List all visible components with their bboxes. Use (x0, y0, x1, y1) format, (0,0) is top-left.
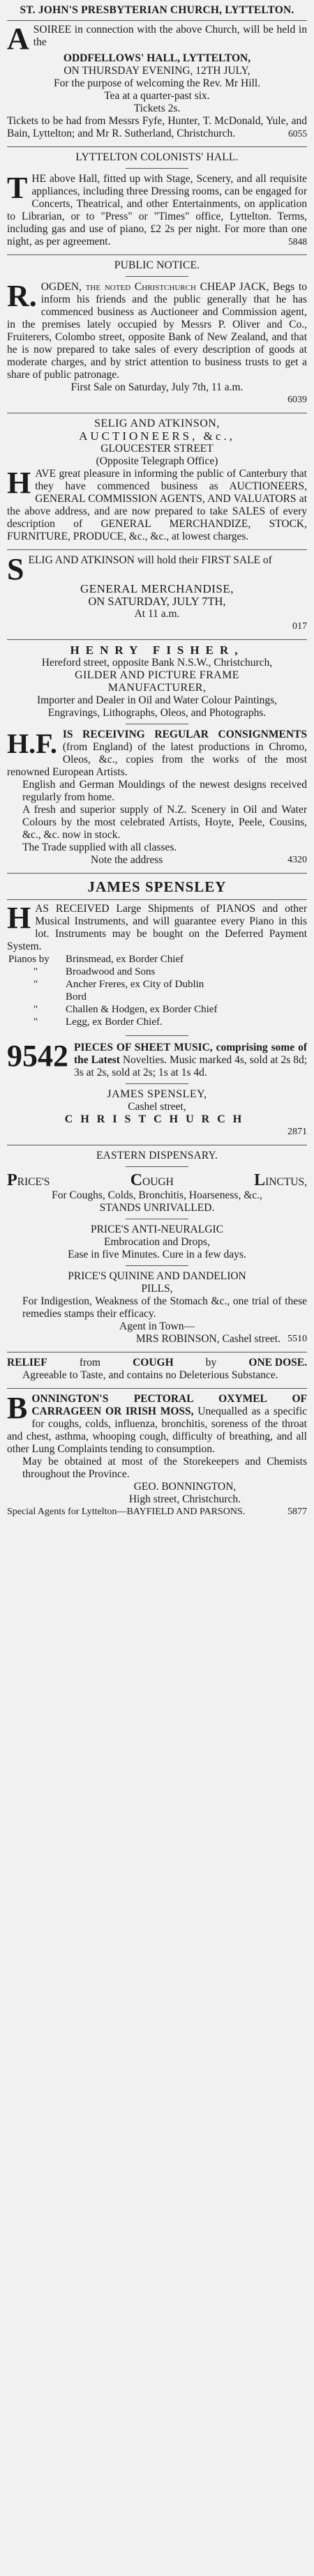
divider (126, 1166, 188, 1167)
product-title: PRICE'S ANTI-NEURALGIC (90, 1224, 224, 1235)
relief-word: by (205, 1357, 217, 1369)
ad-code: 017 (292, 621, 307, 632)
list-item (7, 1016, 307, 1028)
relief-word: from (79, 1357, 100, 1369)
ad-body: Tickets to be had from Messrs Fyfe, Hunter, T. McDonald, Yule, and Bain, Lyttelton; and Mr R. Sutherland, Christchurch. (7, 115, 307, 139)
divider (7, 639, 307, 640)
divider (7, 20, 307, 21)
ad-body: Novelties. Music marked 4s, sold at 2s 8d; 3s at 2s, sold at 2s; 1s at 1s 4d. (74, 1054, 307, 1079)
initial-p: P (7, 1171, 17, 1189)
business-address: High street, Christchurch. (128, 1493, 241, 1505)
hf-lead: IS RECEIVING REGULAR CONSIGNMENTS (62, 729, 307, 740)
title-word: INCTUS, (265, 1176, 307, 1188)
ad-heading: EASTERN DISPENSARY. (96, 1150, 218, 1161)
list-item-desc: Challen & Hodgen, ex Border Chief (66, 1004, 218, 1015)
title-word: RICE'S (17, 1176, 50, 1188)
bonnington-ad (7, 1392, 307, 1521)
divider (126, 1265, 188, 1266)
newspaper-column (7, 0, 307, 1521)
ad-body: AVE great pleasure in informing the public of Canterbury that they have commenced business as AUCTIONEERS, GENERAL COMMISSION AGENTS, AND VALUATORS at the above address, and are now prepared to take SALES of every description of GENERAL MERCHANDIZE, STOCK, FURNITURE, PRODUCE, &c., &c., at lowest charges. (7, 468, 307, 542)
divider (7, 873, 307, 874)
spensley-sheet-music-ad (7, 1040, 307, 1141)
obtain-text: May be obtained at most of the Storekeepers and Chemists throughout the Province. (22, 1456, 307, 1480)
relief-word: RELIEF (7, 1357, 47, 1369)
sale-time: At 11 a.m. (134, 608, 180, 620)
list-item-label: " (33, 966, 38, 977)
product-title (7, 1171, 307, 1189)
business-city: CHRISTCHURCH (64, 1113, 250, 1125)
st-johns-soiree-ad (7, 3, 307, 143)
ad-lead: ELIG AND ATKINSON will hold their FIRST SALE of (28, 554, 272, 566)
relief-headline (7, 1357, 307, 1369)
spensley-pianos-ad (7, 876, 307, 1031)
business-street: Cashel street, (128, 1101, 186, 1113)
divider (126, 1035, 188, 1036)
business-line-2: Engravings, Lithographs, Oleos, and Photographs. (47, 707, 267, 719)
product-sub: PILLS, (141, 1283, 173, 1295)
hf-monogram: H.F. (7, 728, 57, 759)
list-item-label: Pianos by (8, 954, 50, 965)
agent-label: Agent in Town— (119, 1320, 195, 1332)
ticket-price: Tickets 2s. (133, 102, 181, 114)
music-count: 9542 (7, 1039, 68, 1073)
ad-code: 2871 (287, 1127, 307, 1137)
ad-code: 5848 (288, 236, 307, 247)
dropcap: T (7, 171, 28, 205)
firm-street: GLOUCESTER STREET (100, 443, 214, 455)
business-trade: GILDER AND PICTURE FRAME (75, 669, 239, 681)
business-trade-2: MANUFACTURER, (107, 682, 207, 694)
dropcap: S (7, 552, 24, 586)
eastern-dispensary-ad (7, 1148, 307, 1348)
ad-heading: PUBLIC NOTICE. (114, 259, 200, 271)
event-date: ON THURSDAY EVENING, 12TH JULY, (63, 65, 251, 77)
venue: ODDFELLOWS' HALL, LYTTELTON, (63, 52, 251, 64)
dropcap: H (7, 466, 31, 500)
list-item-desc: Ancher Freres, ex City of Dublin (66, 979, 204, 990)
mouldings-text: English and German Mouldings of the newest designs received regularly from home. (22, 779, 307, 803)
sale-merch: GENERAL MERCHANDISE, (80, 582, 234, 595)
ad-code: 5877 (287, 1507, 307, 1517)
ad-code: 5510 (287, 1334, 307, 1344)
public-notice-ad (7, 258, 307, 409)
ad-heading: JAMES SPENSLEY (87, 878, 227, 895)
divider (126, 168, 188, 169)
relief-word: COUGH (133, 1357, 174, 1369)
relief-word: ONE DOSE. (248, 1357, 307, 1369)
product-claim: For Indigestion, Weakness of the Stomach &c., one trial of these remedies stamps their efficacy. (22, 1295, 307, 1320)
divider (7, 146, 307, 147)
list-item-label: " (33, 1004, 38, 1015)
ad-code: 4320 (287, 855, 307, 865)
ad-code: 6055 (288, 128, 307, 139)
list-item-desc: Legg, ex Border Chief. (66, 1016, 163, 1028)
selig-first-sale-ad (7, 553, 307, 636)
ad-heading: ST. JOHN'S PRESBYTERIAN CHURCH, LYTTELTON. (20, 4, 294, 16)
divider (7, 549, 307, 550)
product-claim: STANDS UNRIVALLED. (99, 1202, 215, 1214)
list-item-label (7, 991, 64, 1003)
scenery-text: A fresh and superior supply of N.Z. Scenery in Oil and Water Colours by the most celebrated Artists, Hoyte, Peele, Cousins, &c., &c. now in stock. (22, 804, 307, 841)
title-word: OUGH (142, 1176, 174, 1188)
ad-body: Begs to inform his friends and the public generally that he has commenced business as Auctioneer and Commission agent, in the premises lately occupied by Messrs P. Oliver and Co., Fruiterers, Colombo street, opposite Bank of New Zealand, and that he is now prepared to take sales of every description of goods at moderate charges, and by strict attention to business trusts to get a share of public patronage. (7, 281, 308, 381)
business-address: Hereford street, opposite Bank N.S.W., Christchurch, (41, 657, 273, 669)
list-item-label: " (33, 979, 38, 990)
note-address: Note the address (91, 854, 163, 866)
dropcap: B (7, 1391, 28, 1425)
dropcap: R. (7, 279, 37, 313)
trade-supplied: The Trade supplied with all classes. (22, 841, 177, 853)
selig-atkinson-ad (7, 416, 307, 546)
firm-trade: AUCTIONEERS, &c., (79, 429, 235, 443)
special-agents: Special Agents for Lyttelton—BAYFIELD AND PARSONS. (7, 1507, 246, 1517)
list-item (7, 966, 307, 978)
first-sale: First Sale on Saturday, July 7th, 11 a.m. (70, 381, 244, 393)
business-name: HENRY FISHER, (70, 643, 244, 657)
colonists-hall-ad (7, 150, 307, 251)
product-sub: Embrocation and Drops, (104, 1236, 210, 1248)
pianos-list (7, 953, 307, 1028)
agent-name: MRS ROBINSON, Cashel street. (135, 1333, 281, 1345)
product-claim: Ease in five Minutes. Cure in a few days. (68, 1249, 246, 1260)
list-item (7, 978, 307, 991)
divider (7, 254, 307, 255)
list-item-label: " (33, 1016, 38, 1028)
hf-body: (from England) of the latest productions in Chromo, Oleos, &c., copies from the works of the most renowned European Artists. (7, 741, 307, 778)
dropcap: H (7, 901, 31, 935)
dropcap: A (7, 22, 29, 56)
product-uses: For Coughs, Colds, Bronchitis, Hoarseness, &c., (52, 1189, 262, 1201)
ad-code: 6039 (287, 395, 307, 405)
ad-heading: LYTTELTON COLONISTS' HALL. (75, 151, 239, 163)
list-item-desc: Bord (66, 991, 87, 1003)
event-purpose: For the purpose of welcoming the Rev. Mr Hill. (53, 77, 261, 89)
ad-body: Agreeable to Taste, and contains no Deleterious Substance. (22, 1369, 278, 1381)
relief-cough-ad (7, 1355, 307, 1385)
henry-fisher-ad (7, 643, 307, 869)
business-name: GEO. BONNINGTON, (133, 1481, 237, 1493)
ad-body: AS RECEIVED Large Shipments of PIANOS and other Musical Instruments, and will guarantee every Piano in this lot. Instruments may be bought on the Deferred Payment System. (7, 903, 307, 952)
initial-l: L (254, 1171, 266, 1189)
list-item (7, 991, 307, 1003)
tea-time: Tea at a quarter-past six. (104, 90, 210, 102)
sale-date: ON SATURDAY, JULY 7TH, (88, 595, 226, 608)
divider (126, 1083, 188, 1084)
ad-lead: PIECES OF SHEET MUSIC, comprising some of the Latest (74, 1042, 307, 1066)
ad-lead: SOIREE in connection with the above Church, will be held in the (33, 24, 307, 48)
list-item-desc: Broadwood and Sons (66, 966, 156, 977)
business-line: Importer and Dealer in Oil and Water Colour Paintings, (36, 694, 278, 706)
firm-opposite: (Opposite Telegraph Office) (96, 455, 218, 467)
ad-name: OGDEN, the noted Christchurch CHEAP JACK, (40, 281, 269, 293)
divider (7, 899, 307, 900)
firm-name: SELIG AND ATKINSON, (94, 418, 220, 429)
list-item (7, 1003, 307, 1016)
product-title: PRICE'S QUININE AND DANDELION (68, 1270, 246, 1282)
ad-body: HE above Hall, fitted up with Stage, Scenery, and all requisite appliances, including three Dressing rooms, can be engaged for Concerts, Theatrical, and other Entertainments, on application to Librarian, or to "Press" or "Times" office, Lyttelton. Terms, including gas and use of piano, £2 2s per night. For more than one night, as per agreement. (7, 173, 307, 247)
list-item (7, 953, 307, 966)
initial-c: C (130, 1171, 143, 1189)
list-item-desc: Brinsmead, ex Border Chief (66, 954, 184, 965)
ad-lead: ONNINGTON'S PECTORAL OXYMEL OF CARRAGEEN OR IRISH MOSS, (31, 1393, 307, 1417)
divider (126, 276, 188, 277)
ad-body: Unequalled as a specific for coughs, colds, influenza, bronchitis, soreness of the throat and chest, asthma, whooping cough, difficulty of breathing, and all other Lung Complaints tending to consumption. (7, 1405, 308, 1455)
divider (7, 1388, 307, 1389)
business-name: JAMES SPENSLEY, (107, 1088, 207, 1100)
